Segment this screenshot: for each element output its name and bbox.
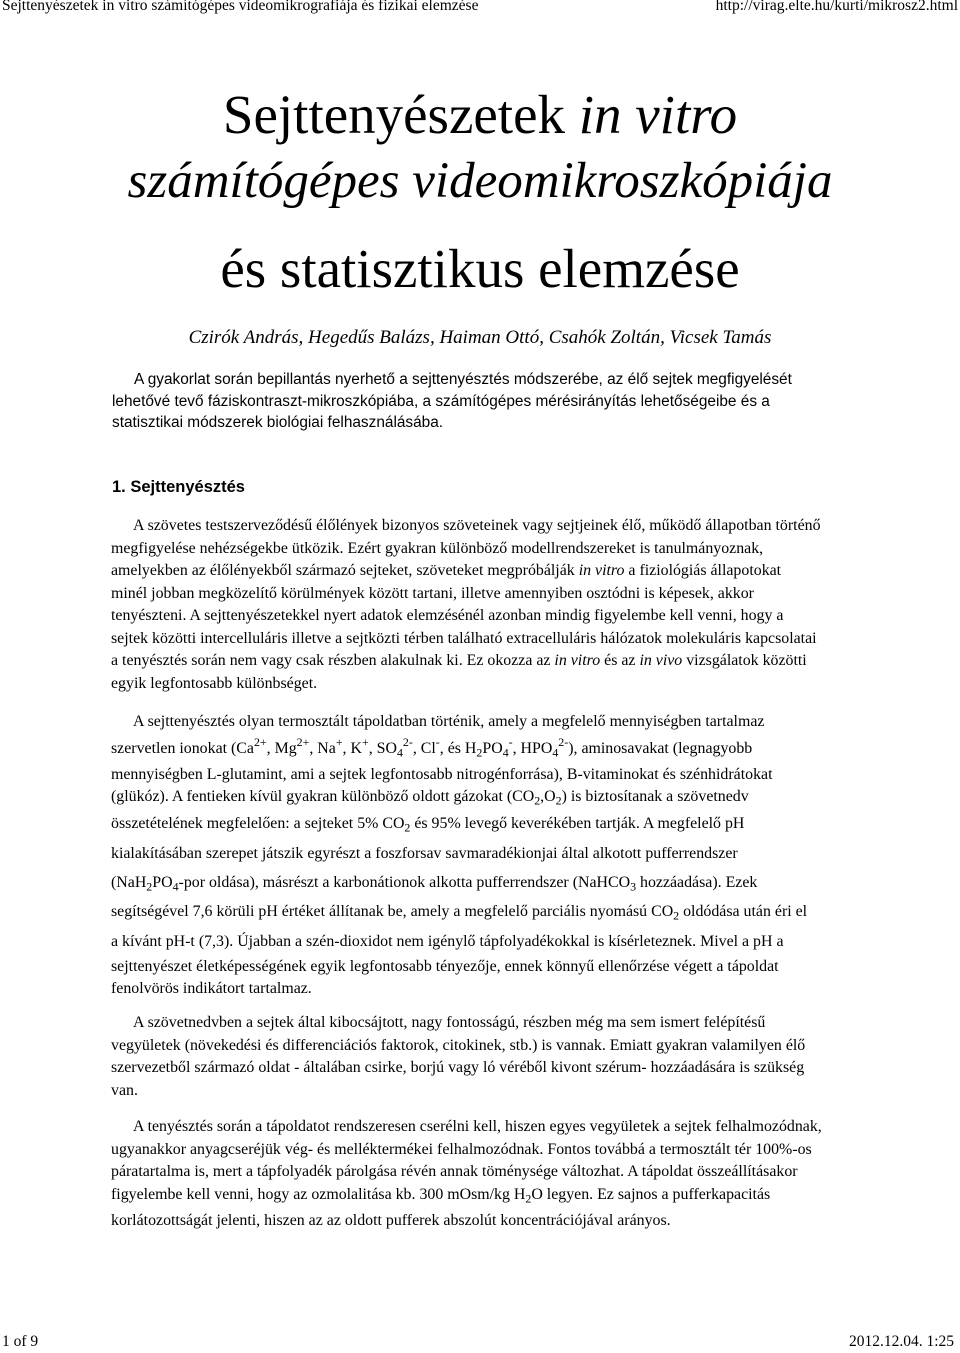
- text-line: sejttenyészet életképességének egyik legfontosabb tényezője, ennek könnyű ellenőrzése végett a tápoldat: [111, 957, 779, 975]
- section-heading: 1. Sejttenyésztés: [112, 478, 245, 496]
- title-italic: in vitro: [578, 84, 738, 145]
- text-line: ($NaH_2PO_4$-por oldása), másrészt a karbonátionok alkotta pufferrendszer (NaHCO$_3$ hozzáadása). Ezek: [111, 873, 758, 894]
- text-line: van.: [111, 1081, 138, 1099]
- text-line: figyelembe kell venni, hogy az ozmolalitása kb. 300 mOsm/kg $H_2O$ legyen. Ez sajnos a pufferkapacitás: [111, 1185, 771, 1206]
- text-line: A szövetnedvben a sejtek által kibocsájtott, nagy fontosságú, részben még ma sem ismert felépítésű: [133, 1014, 766, 1031]
- page-title-line1: [0, 82, 960, 148]
- text-line: szervetlen ionokat ($Ca^{2+}$, $Mg^{2+}$, Na+, K+, $SO_4^{2-}$, Cl-, és $H_2PO_4^-$, $HPO_4^{2-}$), aminosavakat (legnagyobb: [111, 734, 753, 760]
- authors: Czirók András, Hegedűs Balázs, Haiman Ottó, Csahók Zoltán, Vicsek Tamás: [188, 327, 772, 348]
- text-line: összetételének megfelelően: a sejteket 5% $CO_2$ és 95% levegő keverékében tartják. A megfelelő pH: [111, 814, 745, 835]
- text-line: amelyekben az élőlényekből származó sejteket, szöveteket megpróbálják in vitro a fiziológiás állapotokat: [111, 562, 782, 579]
- text-line: minél jobban megközelítő körülmények között tartani, illetve amennyiben osztódni is képesek, akkor: [111, 584, 754, 602]
- text-line: megfigyelése nehézségekbe ütközik. Ezért gyakran különböző modellrendszereket is tanulmányoznak,: [111, 539, 764, 557]
- text-line: vegyületek (növekedési és differenciációs faktorok, citokinek, stb.) is vannak. Emiatt gyakran valamilyen élő: [111, 1036, 806, 1054]
- text-line: páratartalma is, mert a tápfolyadék párolgása révén annak töménysége változhat. A tápoldat összeállításakor: [111, 1163, 798, 1180]
- text-line: A tenyésztés során a tápoldatot rendszeresen cserélni kell, hiszen egyes vegyületek a sejtek felhalmozódnak,: [133, 1118, 822, 1135]
- abstract-line: statisztikai módszerek biológiai felhasználásába.: [112, 414, 444, 431]
- paragraph-4: [111, 1116, 871, 1236]
- paragraph-1: [111, 515, 871, 695]
- text-line: szervezetből származó oldat - általában csirke, borjú vagy ló véréből kivont szérum- hozzáadására is szükség: [111, 1059, 805, 1076]
- browser-header-title: Sejttenyészetek in vitro számítógépes videomikrografiája és fizikai elemzése: [2, 0, 479, 14]
- text-line: tenyészteni. A sejttenyészetekkel nyert adatok elemzésénél azonban mindig figyelembe kell venni, hogy a: [111, 607, 784, 624]
- title-text: Sejttenyészetek: [222, 84, 579, 145]
- text-line: sejtek közötti intercelluláris illetve a sejtközti térben található extracelluláris hálózatok molekuláris kapcsolatai: [111, 629, 817, 647]
- browser-header-url[interactable]: http://virag.elte.hu/kurti/mikrosz2.html: [715, 0, 958, 14]
- text-line: korlátozottságát jelenti, hiszen az az oldott pufferek abszolút koncentrációjával arányos.: [111, 1212, 671, 1229]
- print-date: 2012.12.04. 1:25: [848, 1333, 954, 1350]
- text-line: egyik legfontosabb különbséget.: [111, 674, 318, 692]
- page-title-line2: számítógépes videomikroszkópiája: [127, 153, 833, 209]
- paragraph-3: [111, 1012, 871, 1102]
- text-line: a kívánt pH-t (7,3). Újabban a szén-dioxidot nem igénylő tápfolyadékokkal is kísérleteznek. Mivel a pH a: [111, 932, 784, 950]
- text-line: (glükóz). A fentieken kívül gyakran különböző oldott gázokat $(CO_2,O_2)$ is biztosítanak a szövetnedv: [111, 788, 749, 808]
- abstract: [112, 369, 852, 434]
- text-line: a tenyésztés során nem vagy csak részben alakulnak ki. Ez okozza az in vitro és az in vivo vizsgálatok közötti: [111, 652, 807, 669]
- text-line: A szövetes testszerveződésű élőlények bizonyos szöveteinek vagy sejtjeinek élő, működő állapotban történő: [133, 517, 821, 534]
- text-line: kialakításában szerepet játszik egyrészt a foszforsav savmaradékionjai által alkotott pufferrendszer: [111, 844, 738, 862]
- text-line: segítségével 7,6 körüli pH értéket állítanak be, amely a megfelelő parciális nyomású $CO_2$ oldódása után éri el: [111, 902, 808, 923]
- page-title-line3: és statisztikus elemzése: [220, 238, 740, 299]
- text-line: mennyiségben L-glutamint, ami a sejtek legfontosabb nitrogénforrása), B-vitaminokat és szénhidrátokat: [111, 765, 773, 783]
- paragraph-2: [111, 711, 871, 1001]
- abstract-line: lehetővé tevő fáziskontraszt-mikroszkópiába, a számítógépes mérésirányítás lehetőségeibe és a: [112, 392, 770, 410]
- page-counter: 1 of 9: [2, 1333, 39, 1350]
- text-line: fenolvörös indikátort tartalmaz.: [111, 980, 312, 997]
- text-line: ugyanakkor anyagcseréjük vég- és melléktermékei felhalmozódnak. Fontos továbbá a termosztált tér 100%-os: [111, 1140, 812, 1158]
- abstract-line: A gyakorlat során bepillantás nyerhető a sejttenyésztés módszerébe, az élő sejtek megfigyelését: [134, 371, 792, 388]
- text-line: A sejttenyésztés olyan termosztált tápoldatban történik, amely a megfelelő mennyiségben tartalmaz: [133, 713, 765, 730]
